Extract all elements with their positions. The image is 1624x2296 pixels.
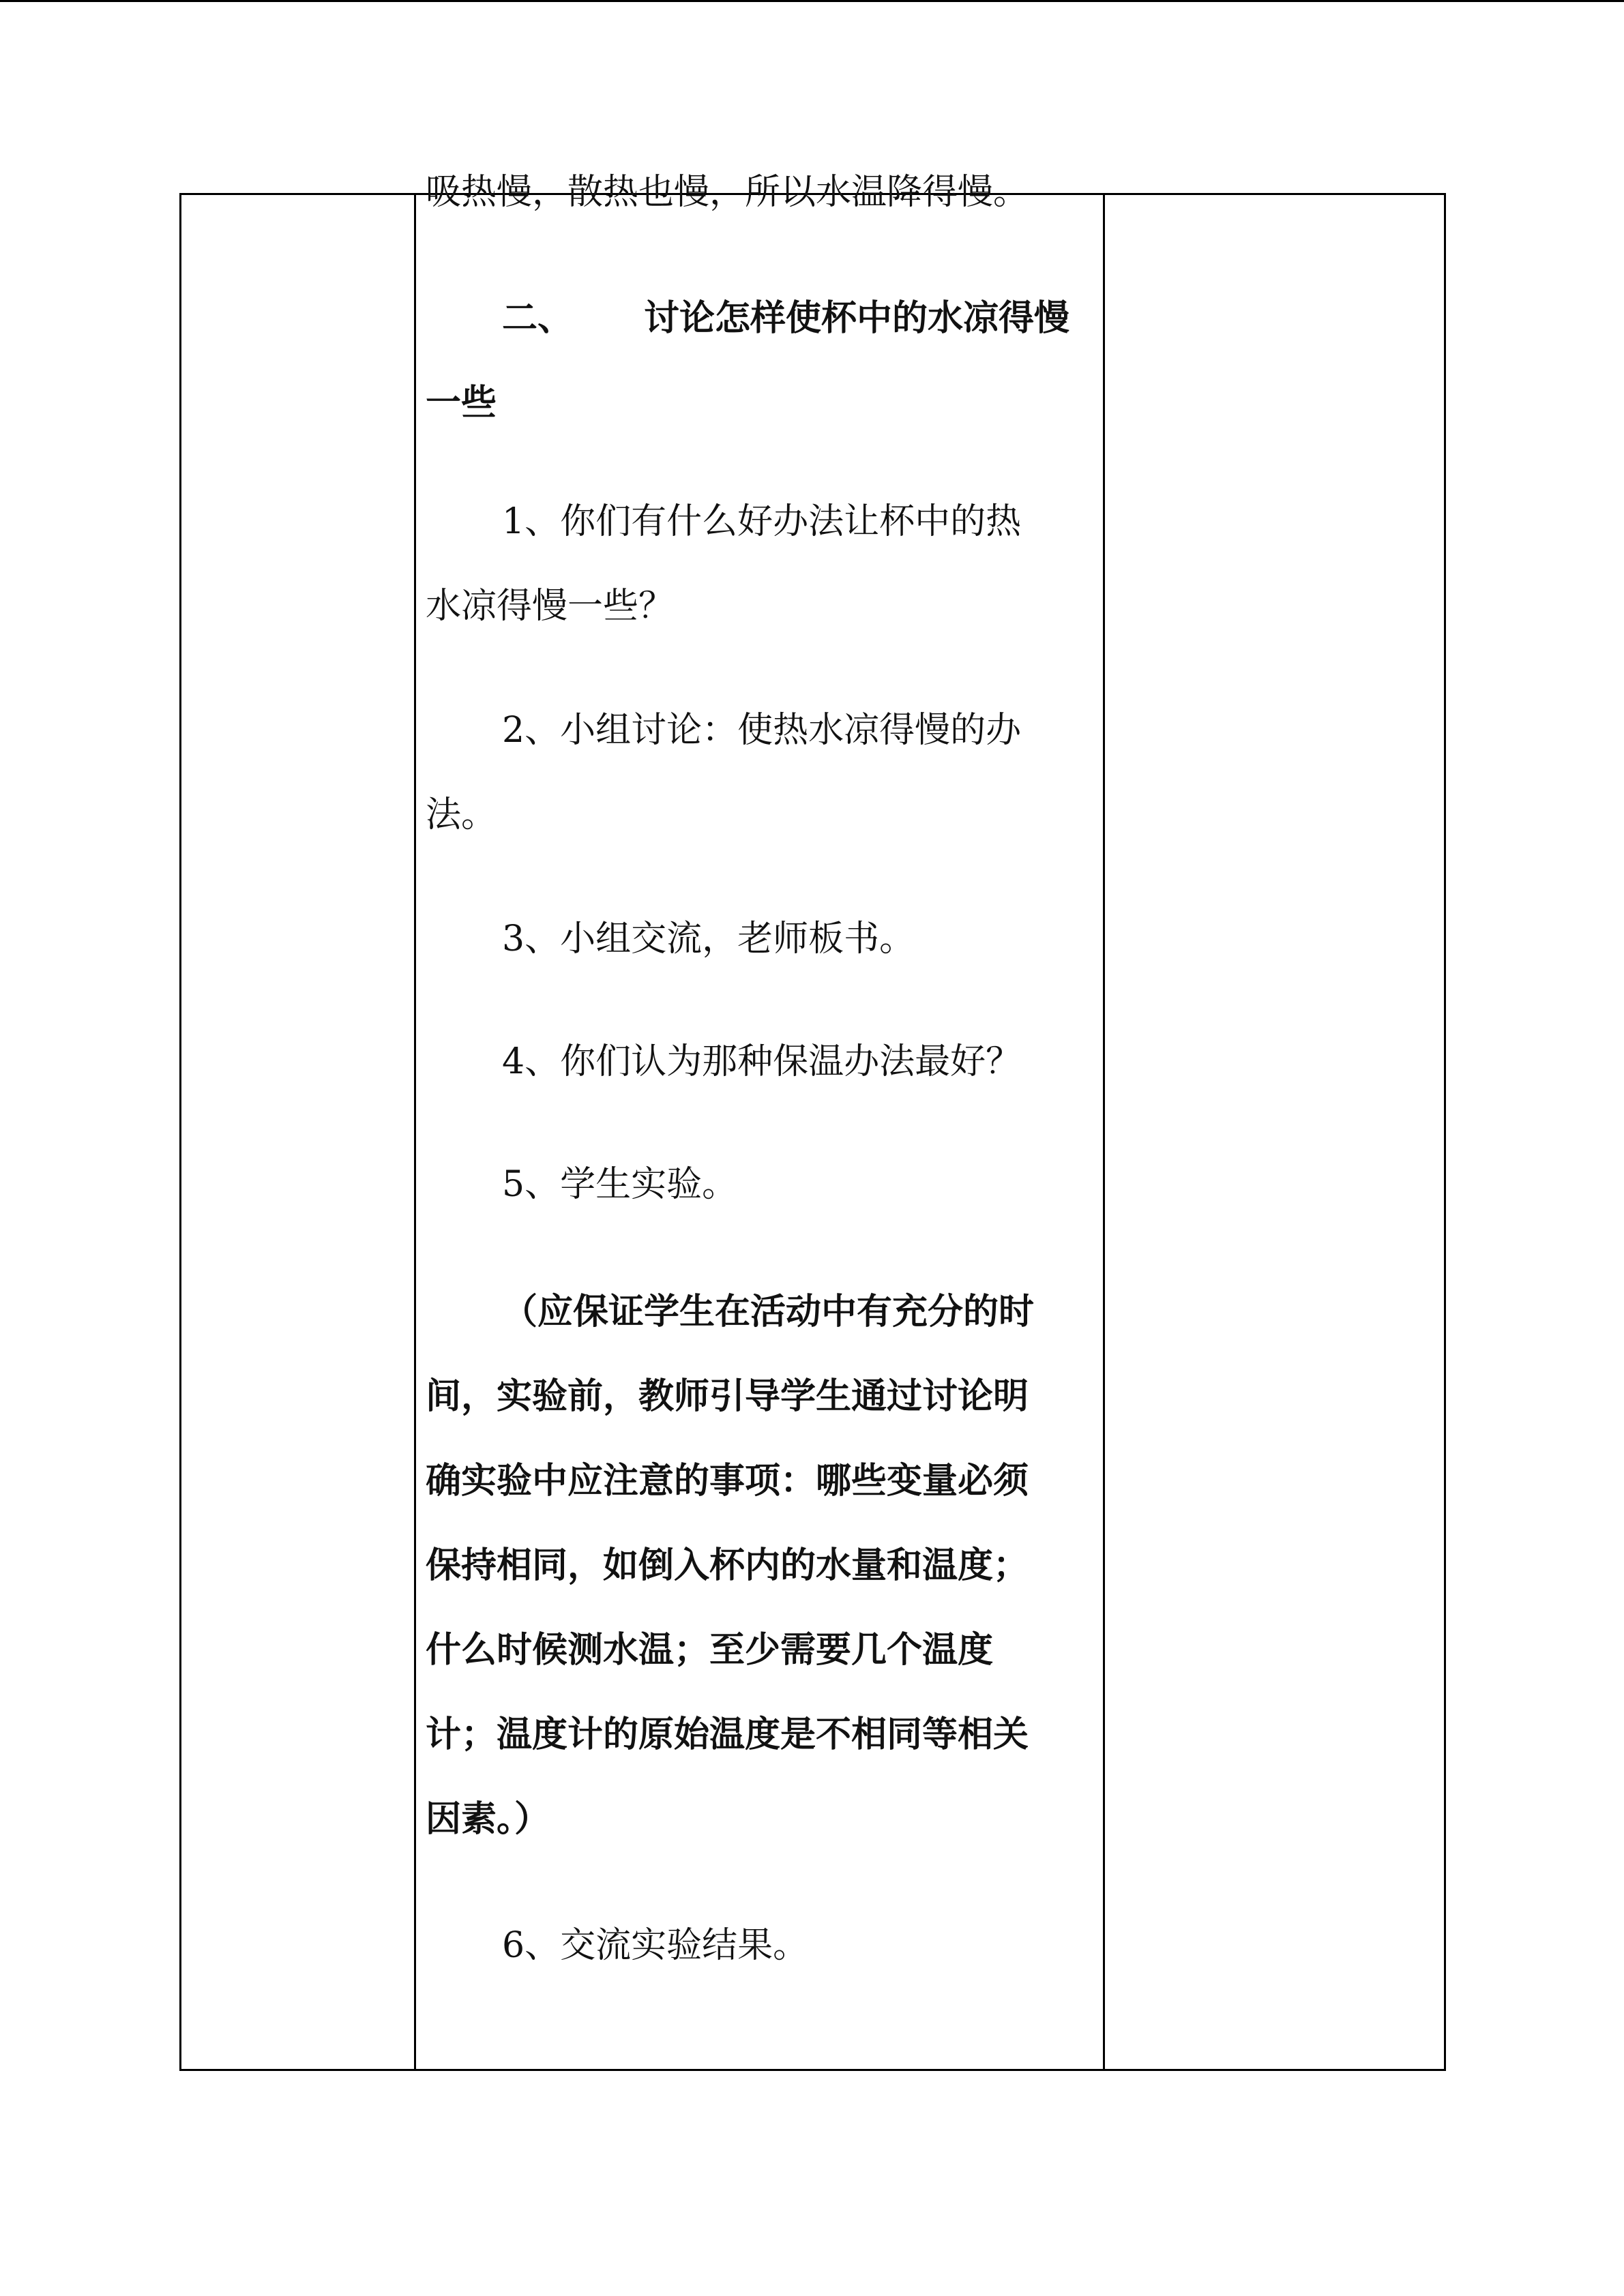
step-1-line-1: 1、你们有什么好办法让杯中的热 [502, 501, 1022, 542]
continuation-text: 吸热慢，散热也慢，所以水温降得慢。 [426, 172, 1029, 213]
section-title-continuation: 一些 [426, 382, 497, 423]
right-column-cell [1105, 195, 1444, 2069]
step-2-line-1: 2、小组讨论：使热水凉得慢的办 [502, 710, 1022, 751]
step-6: 6、交流实验结果。 [502, 1925, 809, 1966]
note-line-1: （应保证学生在活动中有充分的时 [502, 1291, 1035, 1332]
note-line-5: 什么时候测水温；至少需要几个温度 [426, 1629, 994, 1671]
note-line-4: 保持相同，如倒入杯内的水量和温度； [426, 1545, 1029, 1586]
section-heading [502, 276, 1069, 361]
note-line-3: 确实验中应注意的事项：哪些变量必须 [426, 1460, 1029, 1502]
note-line-2: 间，实验前，教师引导学生通过讨论明 [426, 1375, 1029, 1417]
section-number: 二、 [502, 297, 574, 339]
step-4: 4、你们认为那种保温办法最好？ [502, 1041, 1022, 1082]
step-2-line-2: 法。 [426, 794, 497, 835]
step-5: 5、学生实验。 [502, 1164, 738, 1205]
note-line-7: 因素。） [426, 1798, 550, 1840]
column-divider-left [414, 195, 416, 2069]
step-1-line-2: 水凉得慢一些？ [426, 586, 675, 627]
note-line-6: 计；温度计的原始温度是不相同等相关 [426, 1714, 1029, 1755]
page-top-border [0, 0, 1624, 2]
left-column-cell [181, 195, 414, 2069]
step-3: 3、小组交流，老师板书。 [502, 919, 915, 959]
section-title: 讨论怎样使杯中的水凉得慢 [644, 297, 1070, 339]
lesson-plan-table [179, 172, 1446, 2071]
